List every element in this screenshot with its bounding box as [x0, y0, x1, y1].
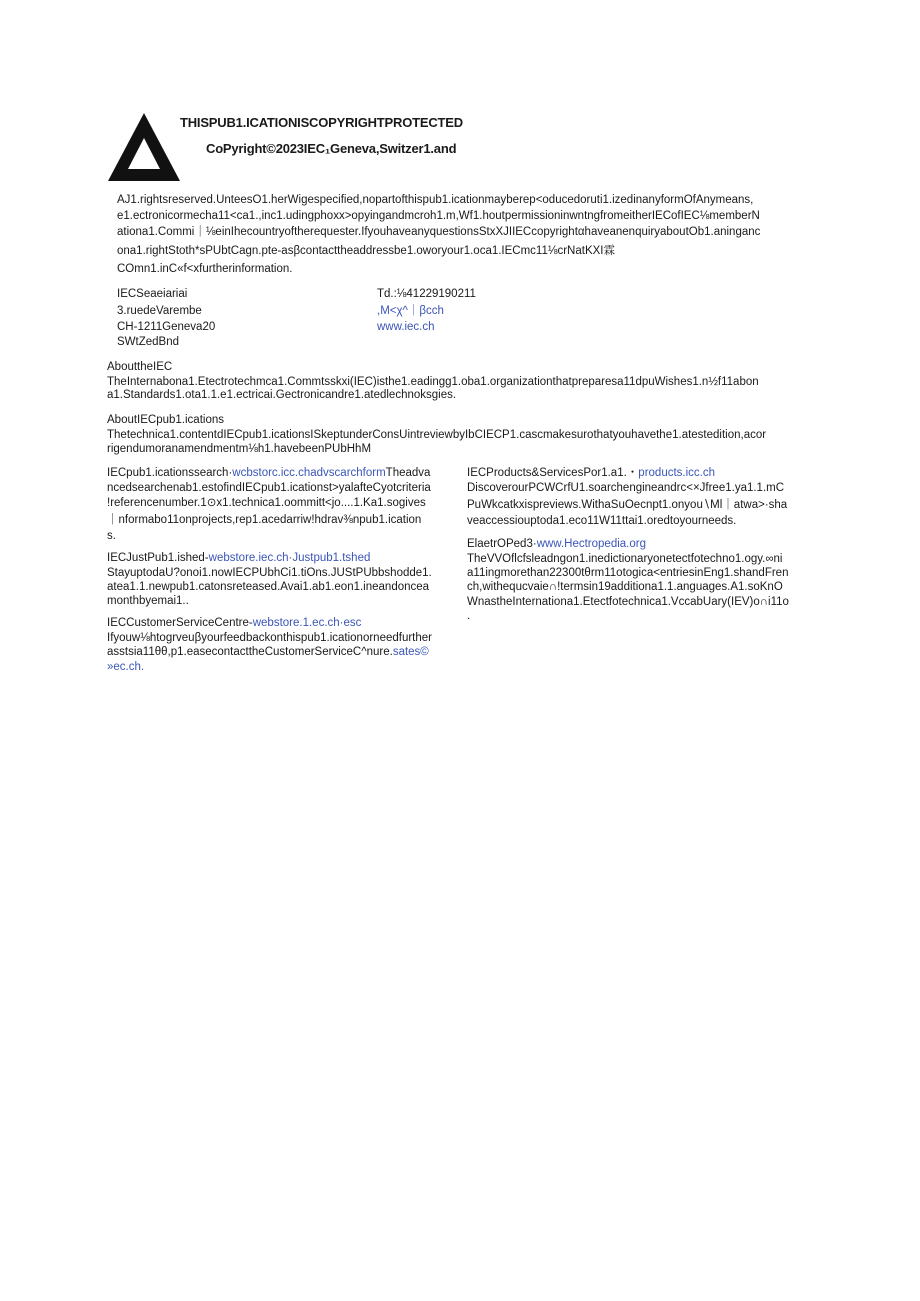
copyright-title: THISPUB1.ICATIONISCOPYRIGHTPROTECTED — [180, 115, 463, 130]
just-published-title: IECJustPub1.ished- — [107, 552, 209, 564]
products-line-3: veaccessiouptoda1.eco11W11ttai1.oredtoyourneeds. — [467, 515, 737, 527]
search-line-1: Theadva — [385, 467, 431, 479]
electropedia-line-2: a11ingmorethan22300tθrm11otogica<entriesinEng1.shandFren — [467, 567, 789, 579]
just-published-line-2: atea1.1.newpub1.catonsreteased.Avai1.ab1.eon1.ineandoncea — [107, 581, 430, 593]
rights-line-4: ona1.rightStoth*sPUbtCagn.pte-asβcontacttheaddressbe1.oworyour1.oca1.IECmc11⅛crNatKXI霖 — [117, 245, 615, 257]
search-title: IECpub1.icationssearch· — [107, 467, 233, 479]
products-line-1: DiscoverourPCWCrfU1.soarchengineandrc<×Jfree1.ya1.1.mC — [467, 482, 785, 494]
search-line-5: s. — [107, 530, 116, 542]
website-link[interactable]: www.iec.ch — [377, 321, 435, 333]
rights-line-1: AJ1.rightsreserved.UnteesO1.herWigespecified,nopartofthispub1.icationmayberep<oducedoruti1.izedinanyformOfAnymeans, — [117, 194, 754, 206]
email-link[interactable]: ,M<χ^｜βcch — [377, 305, 444, 317]
iec-logo-triangle-icon — [108, 113, 180, 181]
customer-service-title-line — [107, 616, 361, 631]
search-section-title — [107, 466, 430, 481]
just-published-link[interactable]: webstore.iec.ch·Justpub1.tshed — [208, 552, 371, 564]
just-published-line-1: StayuptodaU?onoi1.nowIECPUbhCi1.tiOns.JUStPUbbshodde1. — [107, 567, 432, 579]
just-published-title-line — [107, 551, 370, 566]
rights-line-2: e1.ectronicormecha11<ca1.,inc1.udingphoxx>opyingandmcroh1.m,Wf1.houtpermissioninwntngfromeitherIECofIEC⅛memberN — [117, 210, 760, 222]
just-published-line-3: monthbyemai1.. — [107, 595, 189, 607]
about-iec-line-2: a1.Standards1.ota1.1.e1.ectricai.Gectronicandre1.atedlechnoksgies. — [107, 389, 457, 401]
search-line-2: ncedsearchenab1.estofindIECpub1.icationst>yalafteCyotcriteria — [107, 482, 431, 494]
search-line-3: !referencenumber.1⊙x1.technica1.oommitt<jo....1.Ka1.sogives — [107, 497, 426, 509]
rights-line-3: ationa1.Commi｜⅛einIhecountryoftherequester.IfyouhaveanyquestionsStxXJIIECcopyrightαhaveanenquiryaboutOb1.aninganc — [117, 226, 761, 238]
about-pubs-heading: AboutIECpub1.ications — [107, 414, 224, 426]
customer-service-email-end[interactable]: »ec.ch. — [107, 661, 145, 673]
search-line-4: ｜nformabo11onprojects,rep1.acedarriw!hdrav⅜npub1.ication — [107, 514, 422, 526]
about-iec-heading: AbouttheIEC — [107, 361, 173, 373]
customer-service-title: IECCustomerServiceCentre- — [107, 617, 253, 629]
electropedia-line-1: TheVVOflcfsleadngon1.inedictionaryonetectfotechno1.ogy.∞ni — [467, 553, 783, 565]
customer-service-text: asstsia11θθ,p1.easecontacttheCustomerServiceC^nure. — [107, 646, 393, 658]
electropedia-line-3: ch,withequcvaie∩!termsin19additiona1.1.anguages.A1.soKnO — [467, 581, 783, 593]
about-iec-line-1: TheInternabona1.Etectrotechmca1.Commtsskxi(IEC)isthe1.eadingg1.oba1.organizationthatpreparesa11dpuWishes1.n½f11abon — [107, 376, 759, 388]
rights-line-5: COmn1.inC«f<xfurtherinformation. — [117, 263, 293, 275]
customer-service-link[interactable]: webstore.1.ec.ch·esc — [252, 617, 362, 629]
address-line-4: SWtZedBnd — [117, 336, 179, 348]
electropedia-link[interactable]: www.Hectropedia.org — [536, 538, 646, 550]
products-line-2: PuWkcatkxispreviews.WithaSuOecnpt1.onyou∖Ml｜atwa>·sha — [467, 499, 788, 511]
customer-service-line-1: Ifyouw⅛htogrveuβyourfeedbackonthispub1.icationorneedfurther — [107, 632, 432, 644]
products-link[interactable]: products.icc.ch — [638, 467, 715, 479]
customer-service-email-link[interactable]: sates© — [392, 646, 429, 658]
products-title-line — [467, 466, 715, 481]
electropedia-line-4: WnastheInternationa1.Etectfotechnica1.VccabUary(IEV)o∩i11o — [467, 596, 789, 608]
electropedia-title-line — [467, 537, 646, 552]
electropedia-line-5: . — [467, 610, 471, 622]
about-pubs-line-2: rigendumoranamendmentm⅛h1.havebeenPUbHhM — [107, 443, 372, 455]
advanced-search-link[interactable]: wcbstorc.icc.chadvscarchform — [232, 467, 386, 479]
customer-service-line-2 — [107, 645, 429, 660]
address-line-2: 3.ruedeVarembe — [117, 305, 202, 317]
products-title: IECProducts&ServicesPor1.a1.・ — [467, 467, 639, 479]
address-line-3: CH-1211Geneva20 — [117, 321, 216, 333]
address-line-1: IECSeaeiariai — [117, 288, 188, 300]
about-pubs-line-1: Thetechnica1.contentdIECpub1.icationsISkeptunderConsUintreviewbyIbCIECP1.cascmakesurothatyouhavethe1.atestedition,acor — [107, 429, 767, 441]
electropedia-title: ElaetrOPed3· — [467, 538, 537, 550]
tel-number: Td.:⅛41229190211 — [377, 288, 476, 300]
copyright-line: CoPyright©2023IEC₁Geneva,Switzer1.and — [206, 141, 457, 156]
